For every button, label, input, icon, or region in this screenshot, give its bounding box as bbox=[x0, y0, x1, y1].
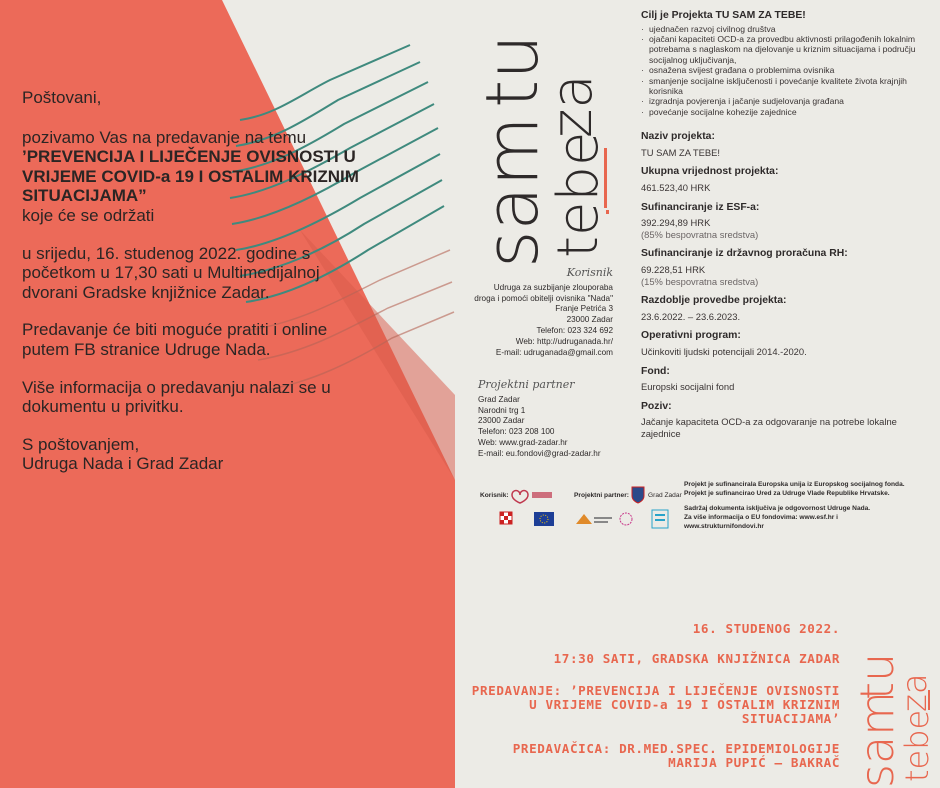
small-logo-tu: tu bbox=[850, 652, 904, 700]
lecture-title: ’PREVENCIJA I LIJEČENJE OVISNOSTI U VRIJEME COVID-a 19 I OSTALIM KRIZNIM SITUACIJAMA” bbox=[22, 147, 359, 206]
funding-note: Projekt je sufinancirala Europska unija iz Europskog socijalnog fonda. bbox=[684, 481, 905, 488]
state-budget-label: Sufinanciranje iz državnog proračuna RH: bbox=[641, 248, 848, 260]
event-lecture: PREDAVANJE: ’PREVENCIJA I LIJEČENJE OVISNOSTI U VRIJEME COVID-a 19 I OSTALIM KRIZNIM SITUACIJAMA’ bbox=[471, 683, 840, 726]
period-value: 23.6.2022. – 23.6.2023. bbox=[641, 310, 741, 322]
goal-item: · ujednačen razvoj civilnog društva bbox=[641, 24, 931, 34]
fund-label: Fond: bbox=[641, 365, 670, 377]
project-name-label: Naziv projekta: bbox=[641, 131, 715, 143]
esf-label: Sufinanciranje iz ESF-a: bbox=[641, 201, 760, 213]
small-logo-tebe: tebe bbox=[898, 709, 936, 782]
korisnik-logo-label: Korisnik: bbox=[480, 492, 509, 499]
beneficiary-line: Udruga za suzbijanje zlouporaba bbox=[493, 282, 613, 292]
funding-note: www.strukturnifondovi.hr bbox=[684, 523, 764, 530]
funding-notes bbox=[684, 480, 934, 531]
partner-line: E-mail: eu.fondovi@grad-zadar.hr bbox=[478, 448, 601, 458]
partner-line: Telefon: 023 208 100 bbox=[478, 427, 555, 437]
structural-funds-logo-icon bbox=[650, 508, 670, 530]
grad-zadar-logo-text: Grad Zadar bbox=[648, 492, 682, 499]
esf-value: 392.294,89 HRK bbox=[641, 217, 711, 229]
beneficiary-line: Telefon: 023 324 692 bbox=[536, 325, 613, 335]
funding-note: Sadržaj dokumenta isključiva je odgovornost Udruge Nada. bbox=[684, 505, 871, 512]
esf-note: (85% bespovratna sredstva) bbox=[641, 228, 759, 240]
esf-logo-icon bbox=[574, 512, 614, 526]
more-info-text: Više informacija o predavanju nalazi se u dokumentu u privitku. bbox=[22, 377, 331, 417]
partner-line: Web: www.grad-zadar.hr bbox=[478, 437, 568, 447]
small-logo-sam: sam bbox=[850, 691, 904, 788]
total-value: 461.523,40 HRK bbox=[641, 182, 711, 194]
signature-text: Udruga Nada i Grad Zadar bbox=[22, 454, 224, 474]
goal-item: · izgradnja povjerenja i jačanje sudjelovanja građana bbox=[641, 96, 931, 106]
logo-tu: tu bbox=[470, 34, 554, 108]
partner-line: Grad Zadar bbox=[478, 394, 520, 404]
beneficiary-line: Franje Petrića 3 bbox=[555, 304, 613, 314]
partner-label: Projektni partner bbox=[478, 378, 575, 391]
croatia-coat-of-arms-icon bbox=[496, 510, 516, 530]
goal-heading: Cilj je Projekta TU SAM ZA TEBE! bbox=[641, 10, 806, 21]
invitation-letter bbox=[22, 88, 362, 474]
state-budget-value: 69.228,51 HRK bbox=[641, 264, 706, 275]
ured-za-udruge-logo-icon bbox=[618, 510, 634, 528]
goal-item: · osnažena svijest građana o problemima ovisnika bbox=[641, 65, 931, 75]
fund-value: Europski socijalni fond bbox=[641, 381, 735, 393]
state-budget-note: (15% bespovratna sredstva) bbox=[641, 275, 759, 287]
call-value: Jačanje kapaciteta OCD-a za odgovaranje na potrebe lokalne zajednice bbox=[641, 416, 897, 439]
project-info bbox=[641, 10, 931, 440]
goal-item: · ojačani kapaciteti OCD-a za provedbu aktivnosti prilagođenih lokalnim potrebama s naglaskom na djelovanje u kriznim situacijama i području socijalnog uključivanja, bbox=[641, 34, 931, 65]
beneficiary-label: Korisnik bbox=[566, 266, 613, 279]
nada-logo-icon bbox=[508, 486, 554, 504]
after-title-text: koje će se održati bbox=[22, 205, 155, 225]
project-name-value: TU SAM ZA TEBE! bbox=[641, 146, 721, 158]
call-label: Poziv: bbox=[641, 400, 672, 412]
beneficiary-line: droga i pomoći obitelji ovisnika "Nada" bbox=[474, 293, 613, 303]
greeting: Poštovani, bbox=[22, 88, 102, 107]
programme-value: Učinkoviti ljudski potencijali 2014.-2020. bbox=[641, 345, 807, 357]
logo-za: za bbox=[540, 74, 605, 138]
intro-text: pozivamo Vas na predavanje na temu bbox=[22, 127, 307, 147]
date-location-text: u srijedu, 16. studenog 2022. godine s početkom u 17,30 sati u Multimedijalnoj dvorani Gradske knjižnice Zadar. bbox=[22, 243, 320, 302]
partner-line: 23000 Zadar bbox=[478, 416, 525, 426]
logo-sam: sam bbox=[470, 116, 554, 268]
beneficiary-line: E-mail: udruganada@gmail.com bbox=[495, 347, 613, 357]
online-text: Predavanje će biti moguće pratiti i online putem FB stranice Udruge Nada. bbox=[22, 320, 328, 359]
closing-text: S poštovanjem, bbox=[22, 434, 140, 454]
partner-block bbox=[478, 380, 638, 460]
event-date: 16. STUDENOG 2022. bbox=[692, 621, 840, 636]
event-time-place: 17:30 SATI, GRADSKA KNJIŽNICA ZADAR bbox=[553, 651, 840, 666]
goal-item: · povećanje socijalne kohezije zajednice bbox=[641, 107, 931, 117]
period-label: Razdoblje provedbe projekta: bbox=[641, 295, 787, 307]
total-value-label: Ukupna vrijednost projekta: bbox=[641, 166, 779, 178]
zadar-coat-of-arms-icon bbox=[631, 486, 645, 504]
eu-flag-icon bbox=[534, 512, 554, 526]
funding-note: Projekt je sufinancirao Ured za Udruge Vlade Republike Hrvatske. bbox=[684, 490, 890, 497]
programme-label: Operativni program: bbox=[641, 330, 741, 342]
event-lecturer: PREDAVAČICA: DR.MED.SPEC. EPIDEMIOLOGIJE MARIJA PUPIĆ – BAKRAČ bbox=[512, 741, 840, 770]
small-logo-za: za bbox=[895, 673, 935, 712]
beneficiary-line: Web: http://udruganada.hr/ bbox=[515, 336, 613, 346]
goal-list bbox=[641, 24, 931, 118]
sponsor-logos bbox=[478, 478, 933, 538]
goal-item: · smanjenje socijalne isključenosti i povećanje kvalitete života krajnjih korisnika bbox=[641, 76, 931, 97]
beneficiary-line: 23000 Zadar bbox=[566, 315, 613, 325]
logo-tebe: tebe bbox=[546, 131, 611, 258]
event-summary bbox=[470, 622, 840, 786]
funding-note: Za više informacija o EU fondovima: www.esf.hr i bbox=[684, 514, 839, 521]
partner-logo-label: Projektni partner: bbox=[574, 492, 629, 499]
beneficiary-block bbox=[470, 268, 613, 358]
partner-line: Narodni trg 1 bbox=[478, 405, 526, 415]
